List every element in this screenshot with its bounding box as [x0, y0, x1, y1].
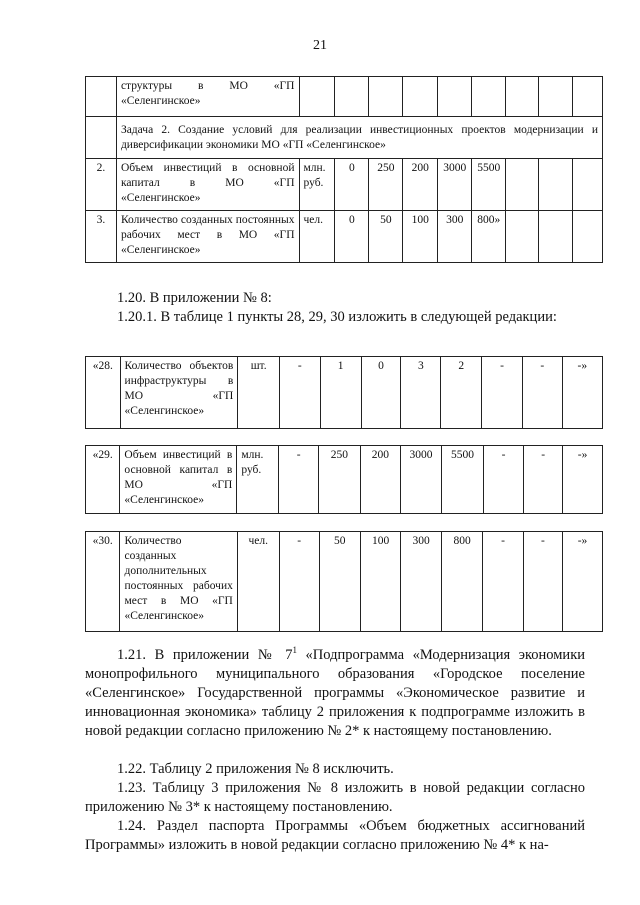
item-30-table [85, 531, 603, 632]
paragraph-1-24: 1.24. Раздел паспорта Программы «Объем бюджетных ассигнований Программы» изложить в новой редакции согласно приложению № 4* к на- [85, 818, 585, 853]
table-row-task [86, 117, 603, 159]
item-28-table [85, 356, 603, 429]
paragraph-1-20: 1.20. В приложении № 8: [117, 290, 272, 306]
cell-value: 2 [441, 357, 482, 429]
item-29-table [85, 445, 603, 514]
paragraph-1-21-rest: «Подпрограмма «Модернизация экономики монопрофильного муниципального образования «Городское поселение «Селенгинское» Государственной программы «Экономическое развитие и инновационная экономика» таблицу 2 приложения к подпрограмме изложить в новой редакции согласно приложению № 2* к настоящему постановлению. [85, 647, 585, 739]
cell-value: 3000 [401, 446, 442, 514]
table-row [86, 211, 603, 263]
cell-value: 5500 [472, 159, 506, 211]
cell-value: -» [563, 532, 603, 632]
row-number: «28. [86, 357, 121, 429]
cell-value: 1 [320, 357, 361, 429]
table-row [86, 159, 603, 211]
cell-description: Количество созданных постоянных рабочих мест в МО «ГП «Селенгинское» [116, 211, 299, 263]
paragraph-1-20-1: 1.20.1. В таблице 1 пункты 28, 29, 30 изложить в следующей редакции: [117, 309, 557, 325]
cell-value: - [483, 532, 523, 632]
cell-value: - [482, 357, 523, 429]
cell-value: 0 [361, 357, 401, 429]
cell-value: 200 [403, 159, 438, 211]
table-row [86, 77, 603, 117]
table-row [86, 532, 603, 632]
cell-value: 50 [369, 211, 403, 263]
cell-value: 250 [319, 446, 360, 514]
cell-value: -» [562, 357, 602, 429]
cell-value: 3000 [438, 159, 472, 211]
cell-description: Количество созданных дополнительных постоянных рабочих мест в МО «ГП «Селенгинское» [120, 532, 237, 632]
cell-description: Объем инвестиций в основной капитал в МО «ГП «Селенгинское» [116, 159, 299, 211]
cell-value: -» [563, 446, 603, 514]
cell-value: - [279, 446, 319, 514]
cell-unit: шт. [238, 357, 280, 429]
row-number: 3. [86, 211, 117, 263]
cell-value: 300 [401, 532, 442, 632]
row-number: «30. [86, 532, 120, 632]
cell-unit: млн. руб. [299, 159, 335, 211]
table-row [86, 357, 603, 429]
cell-value: 100 [403, 211, 438, 263]
cell-value: - [483, 446, 523, 514]
task-heading: Задача 2. Создание условий для реализации инвестиционных проектов модернизации и диверсификации экономики МО «ГП «Селенгинское» [116, 117, 602, 159]
cell-value: - [524, 446, 563, 514]
cell-description: Объем инвестиций в основной капитал в МО «ГП «Селенгинское» [120, 446, 237, 514]
paragraph-1-21-start: 1.21. В приложении № 7 [117, 647, 293, 663]
cell-value: 200 [360, 446, 400, 514]
cell-value: 300 [438, 211, 472, 263]
cell-value: 0 [335, 159, 369, 211]
cell-value: 0 [335, 211, 369, 263]
superscript: 1 [292, 645, 297, 656]
cell-value: - [522, 357, 562, 429]
paragraph-1-22: 1.22. Таблицу 2 приложения № 8 исключить. [117, 761, 394, 777]
paragraph-1-23: 1.23. Таблицу 3 приложения № 8 изложить в новой редакции согласно приложению № 3* к настоящему постановлению. [85, 780, 585, 815]
cell-value: 3 [401, 357, 441, 429]
row-number: 2. [86, 159, 117, 211]
paragraph-1-21 [85, 646, 585, 741]
cell-value: 50 [319, 532, 360, 632]
row-number: «29. [86, 446, 120, 514]
cell-value: 800 [441, 532, 482, 632]
cell-value: 5500 [442, 446, 484, 514]
cell-value: - [523, 532, 562, 632]
targets-table [85, 76, 603, 263]
cell-description: структуры в МО «ГП «Селенгинское» [116, 77, 299, 117]
cell-value: 800» [472, 211, 506, 263]
cell-description: Количество объектов инфраструктуры в МО «ГП «Селенгинское» [120, 357, 238, 429]
cell-unit: чел. [237, 532, 279, 632]
cell-unit: млн. руб. [237, 446, 279, 514]
cell-value: 100 [360, 532, 401, 632]
cell-value: - [279, 532, 319, 632]
cell-value: - [279, 357, 320, 429]
table-row [86, 446, 603, 514]
cell-unit: чел. [299, 211, 335, 263]
cell-value: 250 [369, 159, 403, 211]
page-number: 21 [313, 38, 327, 53]
